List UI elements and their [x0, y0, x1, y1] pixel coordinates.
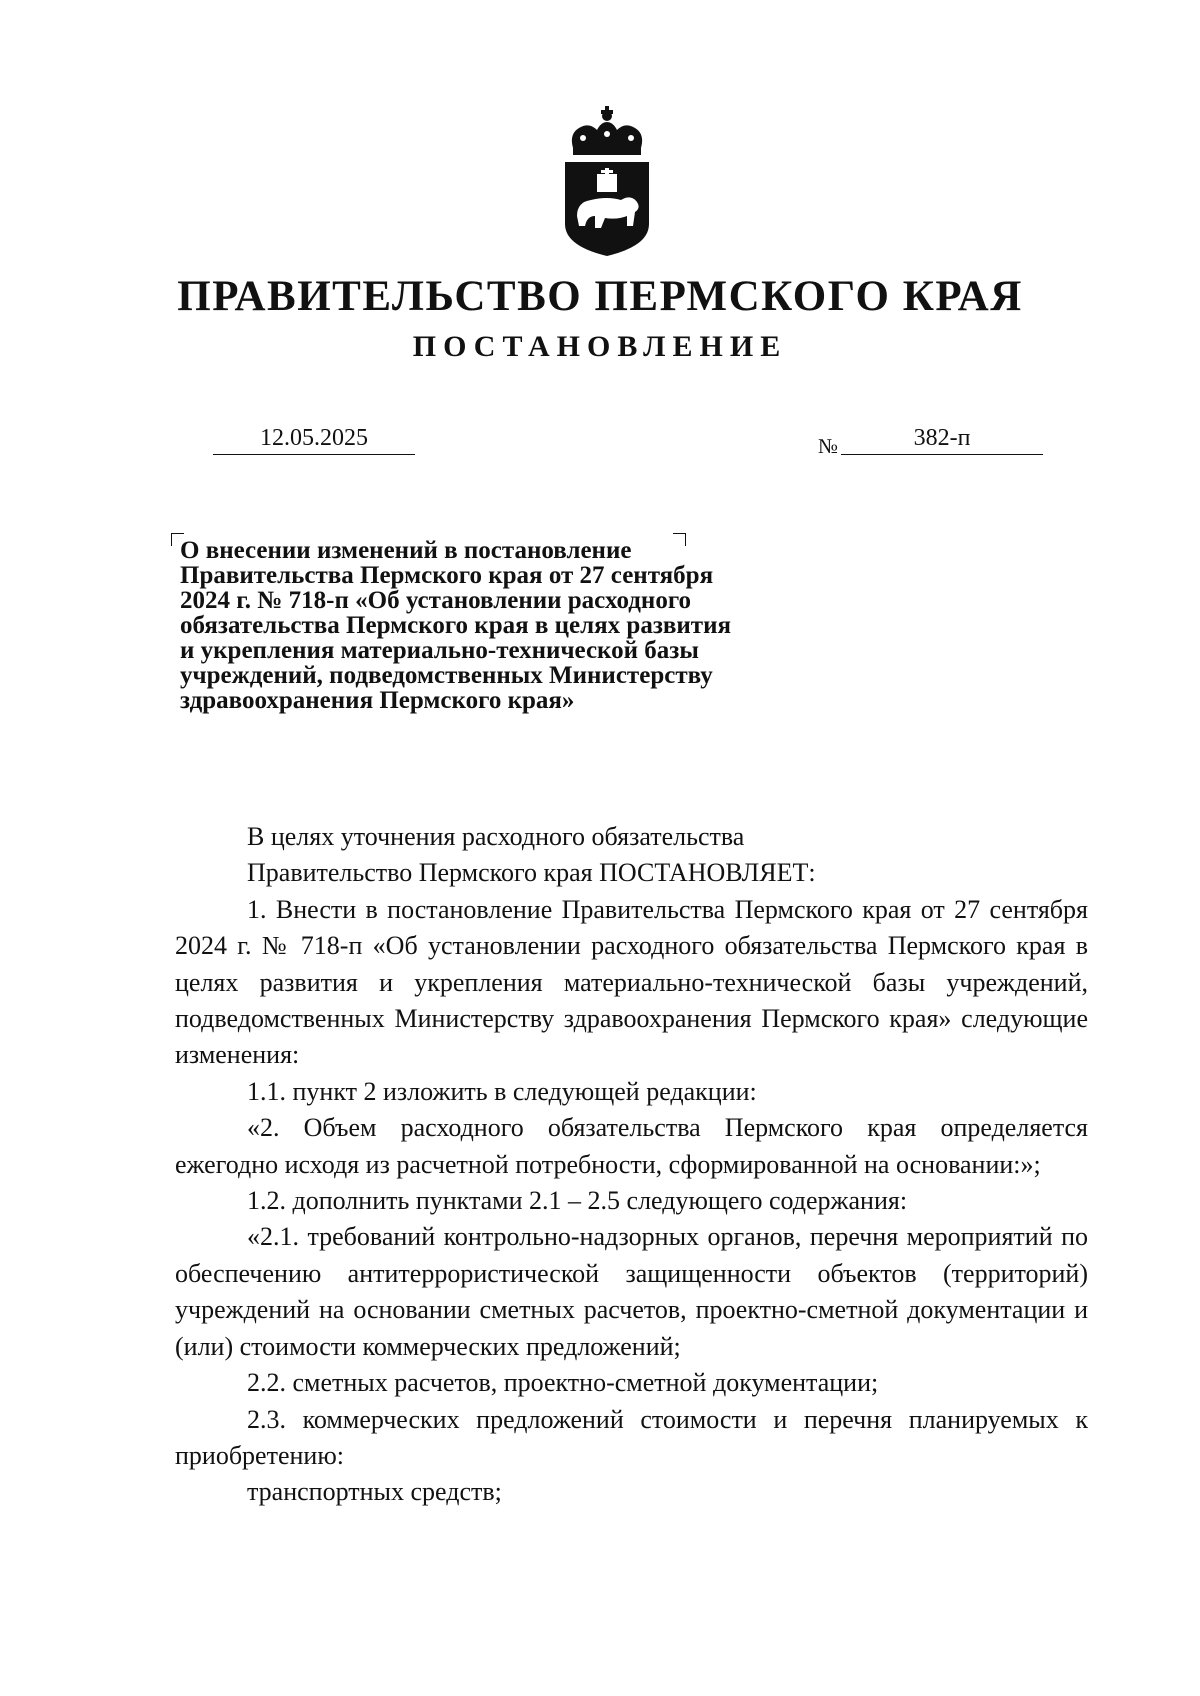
body-paragraph: 2.3. коммерческих предложений стоимости и перечня планируемых к приобретению: [175, 1404, 1088, 1470]
heading-line: Правительства Пермского края от 27 сентября [180, 562, 714, 589]
document-date: 12.05.2025 [213, 424, 415, 455]
number-sign: № [818, 434, 839, 458]
document-type: ПОСТАНОВЛЕНИЕ [412, 330, 788, 363]
perm-krai-coat-of-arms-icon [561, 104, 653, 256]
document-number: 382-п [841, 424, 1043, 455]
body-paragraph: 1.1. пункт 2 изложить в следующей редакции: [247, 1076, 757, 1106]
heading-line: и укрепления материально-технической базы [180, 637, 699, 664]
heading-line: учреждений, подведомственных Министерству [180, 662, 713, 689]
document-heading [180, 538, 820, 713]
body-paragraph: 1.2. дополнить пунктами 2.1 – 2.5 следующего содержания: [247, 1186, 908, 1216]
heading-line: 2024 г. № 718-п «Об установлении расходного [180, 587, 692, 614]
body-paragraph: В целях уточнения расходного обязательства [247, 822, 745, 851]
heading-line: здравоохранения Пермского края» [180, 687, 575, 714]
body-paragraph: «2.1. требований контрольно-надзорных органов, перечня мероприятий по обеспечению антитеррористической защищенности объектов (территорий) учреждений на основании сметных расчетов, проектно-сметной документации и (или) стоимости коммерческих предложений; [175, 1222, 1088, 1361]
heading-line: О внесении изменений в постановление [180, 537, 632, 564]
body-paragraph: Правительство Пермского края ПОСТАНОВЛЯЕТ: [247, 858, 816, 888]
body-paragraph: 1. Внести в постановление Правительства Пермского края от 27 сентября 2024 г. № 718-п «Об установлении расходного обязательства Пермского края в целях развития и укрепления материально-технической базы учреждений, подведомственных Министерству здравоохранения Пермского края» следующие изменения: [175, 894, 1088, 1070]
body-paragraph: «2. Объем расходного обязательства Пермского края определяется ежегодно исходя из расчетной потребности, сформированной на основании:»; [175, 1113, 1088, 1179]
page-title: ПРАВИТЕЛЬСТВО ПЕРМСКОГО КРАЯ [177, 273, 1023, 320]
body-paragraph: транспортных средств; [247, 1477, 502, 1507]
document-body [175, 819, 1088, 1511]
body-paragraph: 2.2. сметных расчетов, проектно-сметной документации; [247, 1368, 879, 1398]
heading-line: обязательства Пермского края в целях развития [180, 612, 732, 639]
